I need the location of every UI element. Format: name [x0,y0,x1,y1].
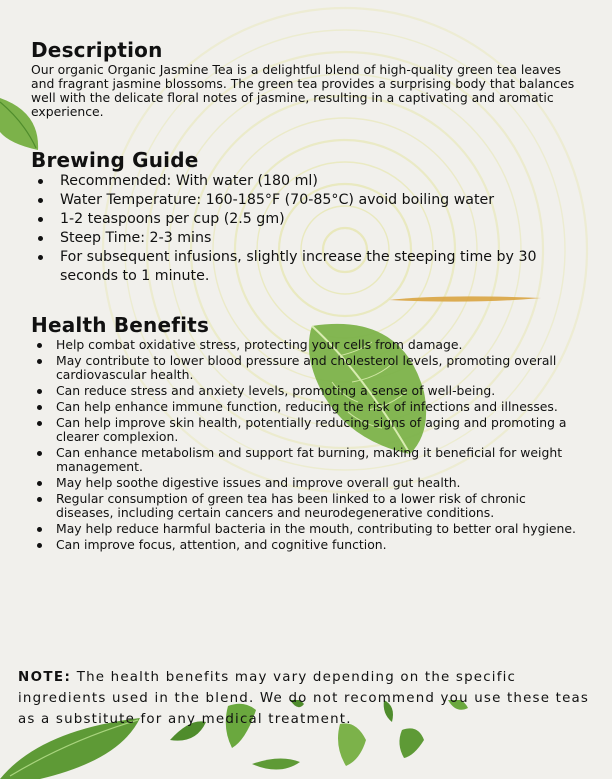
brewing-item: Steep Time: 2-3 mins [31,229,561,248]
disclaimer-note [18,667,598,730]
health-item: Regular consumption of green tea has been linked to a lower risk of chronic diseases, including certain cancers and neurodegenerative conditions. [32,492,580,520]
health-item: Can help improve skin health, potentially reducing signs of aging and promoting a clearer complexion. [32,416,580,444]
health-item: May help reduce harmful bacteria in the mouth, contributing to better oral hygiene. [32,522,580,536]
brewing-item: 1-2 teaspoons per cup (2.5 gm) [31,210,561,229]
health-item: Can help enhance immune function, reducing the risk of infections and illnesses. [32,400,580,414]
health-item: Can improve focus, attention, and cognitive function. [32,538,580,552]
brewing-item: Water Temperature: 160-185°F (70-85°C) avoid boiling water [31,191,561,210]
health-item: May help soothe digestive issues and improve overall gut health. [32,476,580,490]
health-benefits-heading: Health Benefits [31,313,210,337]
description-text: Our organic Organic Jasmine Tea is a delightful blend of high-quality green tea leaves and fragrant jasmine blossoms. The green tea provides a surprising body that balances well with the delicate floral notes of jasmine, resulting in a captivating and aromatic experience. [31,62,575,119]
brewing-item: For subsequent infusions, slightly increase the steeping time by 30 seconds to 1 minute. [31,248,561,286]
brush-stroke-icon [385,292,545,306]
description-heading: Description [31,38,163,62]
health-item: May contribute to lower blood pressure and cholesterol levels, promoting overall cardiovascular health. [32,354,580,382]
note-text: The health benefits may vary depending on the specific ingredients used in the blend. We do not recommend you use these teas as a substitute for any medical treatment. [18,670,590,727]
health-item: Can reduce stress and anxiety levels, promoting a sense of well-being. [32,384,580,398]
brewing-guide-list [31,172,561,286]
brewing-guide-heading: Brewing Guide [31,148,199,172]
health-item: Can enhance metabolism and support fat burning, making it beneficial for weight management. [32,446,580,474]
health-item: Help combat oxidative stress, protecting your cells from damage. [32,338,580,352]
health-benefits-list [32,338,580,554]
brewing-item: Recommended: With water (180 ml) [31,172,561,191]
note-label: NOTE: [18,670,72,685]
